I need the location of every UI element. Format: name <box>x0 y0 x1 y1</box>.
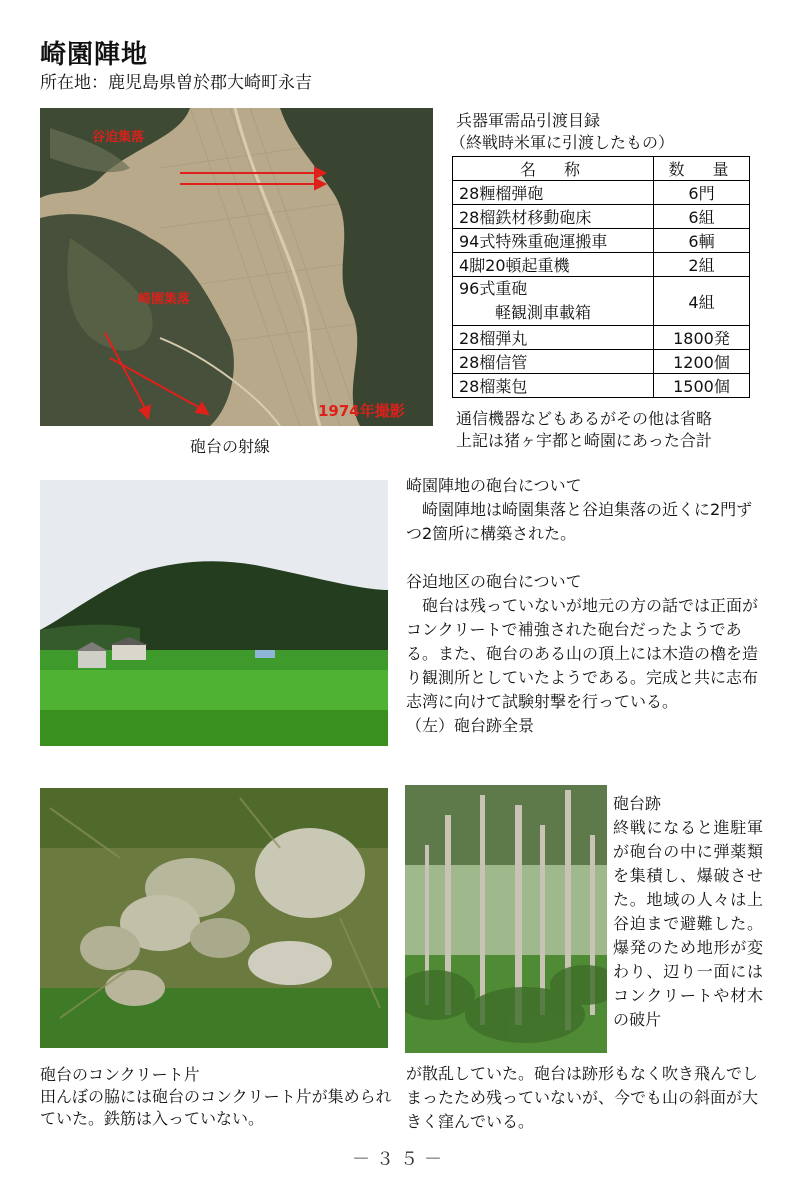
ruins-heading: 砲台跡 <box>613 794 662 813</box>
ruins-section-narrow <box>613 792 763 1032</box>
row-name: 94式特殊重砲運搬車 <box>453 229 654 253</box>
tanisako-heading: 谷迫地区の砲台について <box>406 572 582 591</box>
row-qty: 6門 <box>654 181 750 205</box>
battery-site-photo-image <box>40 480 388 746</box>
table-row <box>453 350 750 374</box>
row-qty: 6輌 <box>654 229 750 253</box>
inventory-title: 兵器軍需品引渡目録 <box>456 111 601 130</box>
row-name-line2: 軽観測車載箱 <box>495 303 592 322</box>
table-row <box>453 326 750 350</box>
battery-body: 崎園陣地は崎園集落と谷迫集落の近くに2門ずつ2箇所に構築された。 <box>406 500 753 543</box>
row-qty: 1500個 <box>654 374 750 398</box>
aerial-photo-image <box>40 108 433 426</box>
battery-section <box>406 474 758 738</box>
concrete-fragments-photo <box>40 788 388 1048</box>
battery-site-photo <box>40 480 388 746</box>
left-photo-note: （左）砲台跡全景 <box>406 716 535 735</box>
page-number: －３５－ <box>352 1149 448 1170</box>
tanisako-body: 砲台は残っていないが地元の方の話では正面がコンクリートで補強された砲台だったようである。また、砲台のある山の頂上には木造の櫓を造り観測所としていたようである。完成と共に志布志湾に向けて試験射撃を行っている。 <box>406 596 759 711</box>
ruins-body-narrow: 終戦になると進駐軍が砲台の中に弾薬類を集積し、爆破させた。地域の人々は上谷迫まで避難した。爆発のため地形が変わり、辺り一面にはコンクリートや材木の破片 <box>613 818 763 1029</box>
battery-ruins-photo-image <box>405 785 607 1053</box>
inventory-note-1: 通信機器などもあるがその他は省略 <box>456 409 713 428</box>
location-subtitle: 所在地：鹿児島県曽於郡大崎町永吉 <box>40 73 312 93</box>
row-name: 28榴薬包 <box>453 374 654 398</box>
row-name <box>453 277 654 326</box>
concrete-section <box>40 1064 394 1130</box>
row-qty: 1800発 <box>654 326 750 350</box>
table-row <box>453 253 750 277</box>
row-name-line1: 96式重砲 <box>459 279 528 298</box>
table-row <box>453 205 750 229</box>
label-sakizono: 崎園集落 <box>138 292 191 307</box>
row-qty: 1200個 <box>654 350 750 374</box>
table-row <box>453 181 750 205</box>
aerial-photo <box>40 108 433 426</box>
concrete-heading: 砲台のコンクリート片 <box>40 1065 200 1084</box>
row-name: 4脚20頓起重機 <box>453 253 654 277</box>
row-qty: 2組 <box>654 253 750 277</box>
row-name: 28榴鉄材移動砲床 <box>453 205 654 229</box>
battery-ruins-photo <box>405 785 607 1053</box>
battery-heading: 崎園陣地の砲台について <box>406 476 582 495</box>
inventory-note-2: 上記は猪ヶ宇都と崎園にあった合計 <box>456 431 712 450</box>
header-qty: 数 量 <box>654 157 750 181</box>
label-tanisako: 谷迫集落 <box>92 130 145 145</box>
table-row <box>453 229 750 253</box>
concrete-body: 田んぼの脇には砲台のコンクリート片が集められていた。鉄筋は入っていない。 <box>40 1087 392 1128</box>
header-name: 名 称 <box>453 157 654 181</box>
row-name: 28榴弾丸 <box>453 326 654 350</box>
page-title: 崎園陣地 <box>40 40 149 70</box>
ruins-body-wide: が散乱していた。砲台は跡形もなく吹き飛んでしまったため残っていないが、今でも山の斜面が大きく窪んでいる。 <box>406 1064 759 1131</box>
aerial-photo-caption: 砲台の射線 <box>190 437 271 456</box>
concrete-fragments-photo-image <box>40 788 388 1048</box>
inventory-subtitle: （終戦時米軍に引渡したもの） <box>450 133 675 152</box>
label-year: 1974年撮影 <box>318 402 405 420</box>
inventory-table <box>452 156 750 398</box>
row-qty: 6組 <box>654 205 750 229</box>
table-row <box>453 277 750 326</box>
table-row <box>453 374 750 398</box>
row-name: 28榴信管 <box>453 350 654 374</box>
table-header-row <box>453 157 750 181</box>
row-name: 28糎榴弾砲 <box>453 181 654 205</box>
row-qty: 4組 <box>654 277 750 326</box>
